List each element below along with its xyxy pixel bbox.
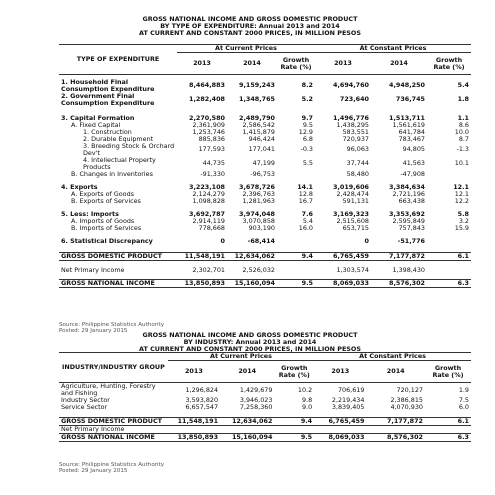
cell-cg: 9.4 bbox=[277, 253, 315, 261]
cell-kg: 6.0 bbox=[458, 403, 469, 411]
table-row bbox=[59, 383, 471, 398]
row-label: B. Imports of Services bbox=[71, 223, 142, 232]
cell-kg: 12.2 bbox=[454, 196, 469, 205]
row-label: GROSS DOMESTIC PRODUCT bbox=[59, 417, 168, 425]
cell-k14: 7,177,872 bbox=[371, 253, 427, 261]
cell-k13: 6,765,459 bbox=[315, 253, 371, 261]
column-header-2014: 2014 bbox=[220, 361, 274, 383]
cell-k14: 7,177,872 bbox=[366, 417, 425, 425]
cell-c14: 2,396,763 bbox=[242, 189, 275, 198]
cell-c14: 1,429,679 bbox=[239, 385, 273, 394]
cell-k14: 8,576,302 bbox=[371, 280, 427, 288]
column-header-2014: 2014 bbox=[371, 53, 427, 75]
table-row bbox=[59, 425, 471, 433]
column-header-growth: Growth Rate (%) bbox=[427, 53, 471, 75]
cell-k14: 3,384,634 bbox=[389, 182, 425, 191]
cell-kg bbox=[425, 425, 471, 433]
row-label: 4. Intellectual Property Products bbox=[83, 155, 156, 171]
cell-cg: 5.2 bbox=[301, 95, 313, 103]
cell-c13: 2,124,279 bbox=[192, 189, 225, 198]
column-header-growth: Growth Rate (%) bbox=[425, 361, 471, 383]
cell-c14: 2,489,790 bbox=[239, 113, 275, 122]
cell-kg bbox=[427, 238, 471, 245]
cell-k13: 2,428,474 bbox=[336, 189, 369, 198]
cell-cg: 9.5 bbox=[302, 120, 313, 129]
table-row bbox=[59, 225, 471, 232]
cell-k13: 720,937 bbox=[342, 134, 369, 143]
column-header-industry: INDUSTRY/INDUSTRY GROUP bbox=[59, 353, 168, 383]
industry-table bbox=[59, 352, 471, 442]
cell-kg: 12.1 bbox=[454, 189, 469, 198]
table1-title-line: AT CURRENT AND CONSTANT 2000 PRICES, IN MILLION PESOS bbox=[139, 29, 361, 37]
cell-cg: 5.4 bbox=[302, 216, 313, 225]
column-header-2013: 2013 bbox=[177, 53, 227, 75]
cell-kg: 6.1 bbox=[425, 417, 471, 425]
cell-cg: 10.2 bbox=[297, 385, 313, 394]
row-label: Agriculture, Hunting, Forestry and Fishing bbox=[61, 382, 156, 397]
cell-c13: 13,850,893 bbox=[177, 280, 227, 288]
cell-c14 bbox=[220, 425, 274, 433]
cell-cg: 9.5 bbox=[277, 280, 315, 288]
row-label: 3. Breeding Stock & Orchard Dev't bbox=[83, 141, 175, 157]
cell-c14: 15,160,094 bbox=[220, 433, 274, 441]
cell-c13: 3,223,108 bbox=[189, 182, 225, 191]
cell-k13: 58,480 bbox=[346, 169, 369, 178]
cell-k14: 94,805 bbox=[402, 145, 425, 153]
cell-k13: 3,169,323 bbox=[333, 209, 369, 218]
cell-k14: 1,398,430 bbox=[392, 265, 425, 274]
column-header-2013: 2013 bbox=[315, 53, 371, 75]
cell-cg: 9.0 bbox=[301, 403, 313, 411]
cell-k14: -47,908 bbox=[400, 169, 425, 178]
cell-k13: 2,219,434 bbox=[331, 396, 365, 404]
cell-k14: 41,563 bbox=[402, 159, 425, 167]
table1-title-line: BY TYPE OF EXPENDITURE: Annual 2013 and 2014 bbox=[160, 22, 340, 30]
column-header-type: TYPE OF EXPENDITURE bbox=[59, 45, 177, 75]
row-label: 2. Government Final Consumption Expenditure bbox=[61, 91, 155, 107]
cell-kg: 1.1 bbox=[457, 113, 469, 122]
cell-c13: -91,330 bbox=[200, 169, 225, 178]
cell-k13: 706,619 bbox=[337, 385, 365, 394]
cell-cg: 9.5 bbox=[274, 433, 314, 441]
cell-k13: 2,515,608 bbox=[336, 216, 369, 225]
cell-c14: 177,041 bbox=[248, 145, 275, 153]
table2-title bbox=[60, 332, 440, 353]
table-row bbox=[59, 238, 471, 245]
cell-c14: 47,199 bbox=[252, 159, 275, 167]
cell-k14: 1,561,619 bbox=[392, 120, 425, 129]
cell-kg: 10.0 bbox=[454, 127, 469, 136]
cell-cg: 12.8 bbox=[298, 189, 313, 198]
row-label: A. Exports of Goods bbox=[71, 189, 134, 198]
row-label: A. Imports of Goods bbox=[71, 216, 135, 225]
cell-c13: 885,836 bbox=[198, 134, 225, 143]
row-label: A. Fixed Capital bbox=[71, 120, 121, 129]
cell-c14: -96,753 bbox=[250, 169, 275, 178]
cell-kg: 7.5 bbox=[458, 396, 469, 404]
cell-c14: 2,526,032 bbox=[242, 265, 275, 274]
cell-kg: 6.3 bbox=[425, 433, 471, 441]
cell-cg: 9.4 bbox=[274, 417, 314, 425]
cell-c14: 12,634,062 bbox=[220, 417, 274, 425]
cell-c14: 15,160,094 bbox=[227, 280, 277, 288]
cell-cg bbox=[274, 425, 314, 433]
cell-c13: 1,253,746 bbox=[192, 127, 225, 136]
cell-k14: 663,438 bbox=[398, 196, 425, 205]
cell-k13: 1,496,776 bbox=[333, 113, 369, 122]
column-header-2014: 2014 bbox=[227, 53, 277, 75]
table-row bbox=[59, 157, 471, 171]
cell-k14: 2,386,815 bbox=[390, 396, 423, 404]
cell-c13: 2,302,701 bbox=[192, 265, 225, 274]
row-label: Service Sector bbox=[61, 403, 108, 411]
cell-k13: 0 bbox=[364, 236, 369, 245]
cell-c13: 2,270,580 bbox=[189, 113, 225, 122]
cell-cg: 16.7 bbox=[298, 196, 313, 205]
posted-line: Posted: 29 January 2015 bbox=[59, 328, 128, 334]
table-row bbox=[59, 79, 471, 93]
cell-k14: 757,843 bbox=[398, 223, 425, 232]
cell-k14: 4,070,930 bbox=[390, 403, 423, 411]
column-group-constant: At Constant Prices bbox=[314, 353, 471, 361]
cell-k14: -51,776 bbox=[397, 236, 425, 245]
column-header-2013: 2013 bbox=[168, 361, 220, 383]
cell-k13: 4,694,760 bbox=[333, 81, 369, 89]
cell-kg: 8.6 bbox=[458, 120, 469, 129]
column-header-2013: 2013 bbox=[314, 361, 366, 383]
cell-c14: -68,414 bbox=[247, 236, 275, 245]
row-label: GROSS DOMESTIC PRODUCT bbox=[59, 253, 177, 261]
posted-line: Posted: 29 January 2015 bbox=[59, 468, 128, 474]
cell-c13: 1,282,408 bbox=[189, 95, 225, 103]
row-label: 1. Household Final Consumption Expenditure bbox=[61, 77, 155, 93]
cell-c14: 3,678,726 bbox=[239, 182, 275, 191]
cell-k14: 1,513,711 bbox=[389, 113, 425, 122]
cell-kg: 10.1 bbox=[454, 159, 469, 167]
cell-kg: 5.8 bbox=[457, 209, 469, 218]
cell-c13: 13,850,893 bbox=[168, 433, 220, 441]
cell-c13: 3,692,787 bbox=[189, 209, 225, 218]
cell-cg: 9.8 bbox=[301, 396, 313, 404]
cell-c13: 0 bbox=[220, 236, 225, 245]
cell-k13: 723,640 bbox=[339, 95, 369, 103]
cell-c13: 2,914,119 bbox=[192, 216, 225, 225]
cell-kg: 15.9 bbox=[454, 223, 469, 232]
row-label: 2. Durable Equipment bbox=[83, 134, 154, 143]
cell-cg bbox=[277, 171, 315, 178]
table-row bbox=[59, 171, 471, 178]
cell-k14: 4,948,250 bbox=[389, 81, 425, 89]
row-label: 1. Construction bbox=[83, 127, 132, 136]
cell-kg: 5.4 bbox=[457, 81, 469, 89]
cell-k14: 3,353,692 bbox=[389, 209, 425, 218]
cell-k13: 3,019,606 bbox=[333, 182, 369, 191]
row-label: B. Changes in Inventories bbox=[71, 169, 153, 178]
cell-c13: 6,657,547 bbox=[185, 403, 219, 411]
cell-kg: -1.3 bbox=[456, 145, 469, 153]
cell-kg: 1.9 bbox=[458, 385, 469, 394]
column-header-growth: Growth Rate (%) bbox=[274, 361, 314, 383]
row-label: B. Exports of Services bbox=[71, 196, 141, 205]
cell-c13: 177,593 bbox=[198, 145, 225, 153]
cell-cg: 7.6 bbox=[301, 209, 313, 218]
cell-cg: 5.5 bbox=[302, 159, 313, 167]
cell-k14: 720,127 bbox=[396, 385, 423, 394]
table-row bbox=[59, 280, 471, 288]
cell-k14: 2,595,849 bbox=[392, 216, 425, 225]
cell-kg bbox=[427, 267, 471, 274]
row-label: Industry Sector bbox=[61, 396, 110, 404]
table1-title-line: GROSS NATIONAL INCOME AND GROSS DOMESTIC PRODUCT bbox=[142, 15, 358, 23]
cell-k14 bbox=[366, 425, 425, 433]
cell-c13: 11,548,191 bbox=[168, 417, 220, 425]
cell-k13: 8,069,033 bbox=[315, 280, 371, 288]
cell-c14: 1,415,879 bbox=[242, 127, 275, 136]
row-label: Net Primary Income bbox=[61, 265, 125, 274]
cell-c14: 3,946,023 bbox=[239, 396, 273, 404]
table2-title-line: BY INDUSTRY: Annual 2013 and 2014 bbox=[183, 338, 317, 346]
cell-c14: 903,190 bbox=[248, 223, 275, 232]
cell-cg: 6.8 bbox=[302, 134, 313, 143]
table-row bbox=[59, 404, 471, 411]
cell-kg: 12.1 bbox=[453, 182, 469, 191]
cell-cg: 8.2 bbox=[301, 81, 313, 89]
cell-cg bbox=[277, 267, 315, 274]
column-group-current: At Current Prices bbox=[177, 45, 315, 53]
cell-k13: 37,744 bbox=[346, 159, 369, 167]
row-label: GROSS NATIONAL INCOME bbox=[59, 280, 177, 288]
cell-k13: 6,765,459 bbox=[314, 417, 366, 425]
cell-kg: 8.7 bbox=[458, 134, 469, 143]
table-row bbox=[59, 417, 471, 425]
cell-k14: 2,721,196 bbox=[392, 189, 425, 198]
table-row bbox=[59, 143, 471, 157]
table1-title bbox=[60, 16, 440, 37]
row-label: Net Primary Income bbox=[61, 424, 125, 433]
cell-kg bbox=[427, 171, 471, 178]
table-row bbox=[59, 198, 471, 205]
row-label: 4. Exports bbox=[61, 182, 98, 191]
cell-c13: 44,735 bbox=[202, 159, 225, 167]
cell-k13: 8,069,033 bbox=[314, 433, 366, 441]
cell-c13: 3,593,820 bbox=[185, 396, 219, 404]
cell-kg: 6.1 bbox=[427, 253, 471, 261]
cell-k13: 1,303,574 bbox=[336, 265, 369, 274]
cell-c14: 3,070,858 bbox=[242, 216, 275, 225]
cell-kg: 6.3 bbox=[427, 280, 471, 288]
row-label: 5. Less: Imports bbox=[61, 209, 119, 218]
cell-c13: 778,668 bbox=[198, 223, 225, 232]
cell-k13 bbox=[314, 425, 366, 433]
cell-cg: -0.3 bbox=[300, 145, 313, 153]
cell-kg: 3.2 bbox=[458, 216, 469, 225]
row-label: 6. Statistical Discrepancy bbox=[61, 236, 153, 245]
cell-k13: 583,551 bbox=[342, 127, 369, 136]
cell-c13: 1,296,824 bbox=[185, 385, 219, 394]
cell-c14: 12,634,062 bbox=[227, 253, 277, 261]
table2-source-note bbox=[59, 462, 164, 474]
cell-k14: 641,784 bbox=[398, 127, 425, 136]
cell-k13: 653,715 bbox=[342, 223, 369, 232]
cell-c13: 11,548,191 bbox=[177, 253, 227, 261]
cell-c14: 9,159,243 bbox=[239, 81, 275, 89]
cell-k13: 591,131 bbox=[342, 196, 369, 205]
cell-cg: 16.0 bbox=[298, 223, 313, 232]
column-header-2014: 2014 bbox=[366, 361, 425, 383]
row-label: GROSS NATIONAL INCOME bbox=[59, 433, 168, 441]
cell-cg: 12.9 bbox=[298, 127, 313, 136]
cell-c14: 1,281,963 bbox=[242, 196, 275, 205]
source-line: Source: Philippine Statistics Authority bbox=[59, 322, 165, 328]
cell-cg bbox=[277, 238, 315, 245]
table2-title-line: AT CURRENT AND CONSTANT 2000 PRICES, IN MILLION PESOS bbox=[139, 345, 361, 353]
cell-k14: 783,467 bbox=[398, 134, 425, 143]
column-group-current: At Current Prices bbox=[168, 353, 314, 361]
cell-k14: 8,576,302 bbox=[366, 433, 425, 441]
cell-c14: 1,348,765 bbox=[239, 95, 275, 103]
cell-c13: 1,098,828 bbox=[192, 196, 225, 205]
cell-k13: 96,063 bbox=[346, 145, 369, 153]
table-row bbox=[59, 93, 471, 107]
cell-c14: 2,586,542 bbox=[242, 120, 275, 129]
cell-k14: 736,745 bbox=[395, 95, 425, 103]
cell-c14: 7,258,360 bbox=[239, 403, 273, 411]
table-row bbox=[59, 253, 471, 261]
source-line: Source: Philippine Statistics Authority bbox=[59, 462, 165, 468]
expenditure-table bbox=[59, 44, 471, 288]
cell-k13: 1,438,295 bbox=[336, 120, 369, 129]
table-row bbox=[59, 267, 471, 274]
cell-c14: 3,974,048 bbox=[239, 209, 275, 218]
column-header-growth: Growth Rate (%) bbox=[277, 53, 315, 75]
cell-k13: 3,839,405 bbox=[331, 403, 365, 411]
table-row bbox=[59, 433, 471, 441]
table2-title-line: GROSS NATIONAL INCOME AND GROSS DOMESTIC PRODUCT bbox=[142, 331, 358, 339]
cell-c13: 8,464,883 bbox=[189, 81, 225, 89]
cell-cg: 14.1 bbox=[297, 182, 313, 191]
row-label: 3. Capital Formation bbox=[61, 113, 135, 122]
column-group-constant: At Constant Prices bbox=[315, 45, 471, 53]
cell-c13: 2,361,909 bbox=[192, 120, 225, 129]
cell-kg: 1.8 bbox=[457, 95, 469, 103]
cell-cg: 9.7 bbox=[301, 113, 313, 122]
cell-c14: 946,424 bbox=[248, 134, 275, 143]
cell-c13 bbox=[168, 425, 220, 433]
